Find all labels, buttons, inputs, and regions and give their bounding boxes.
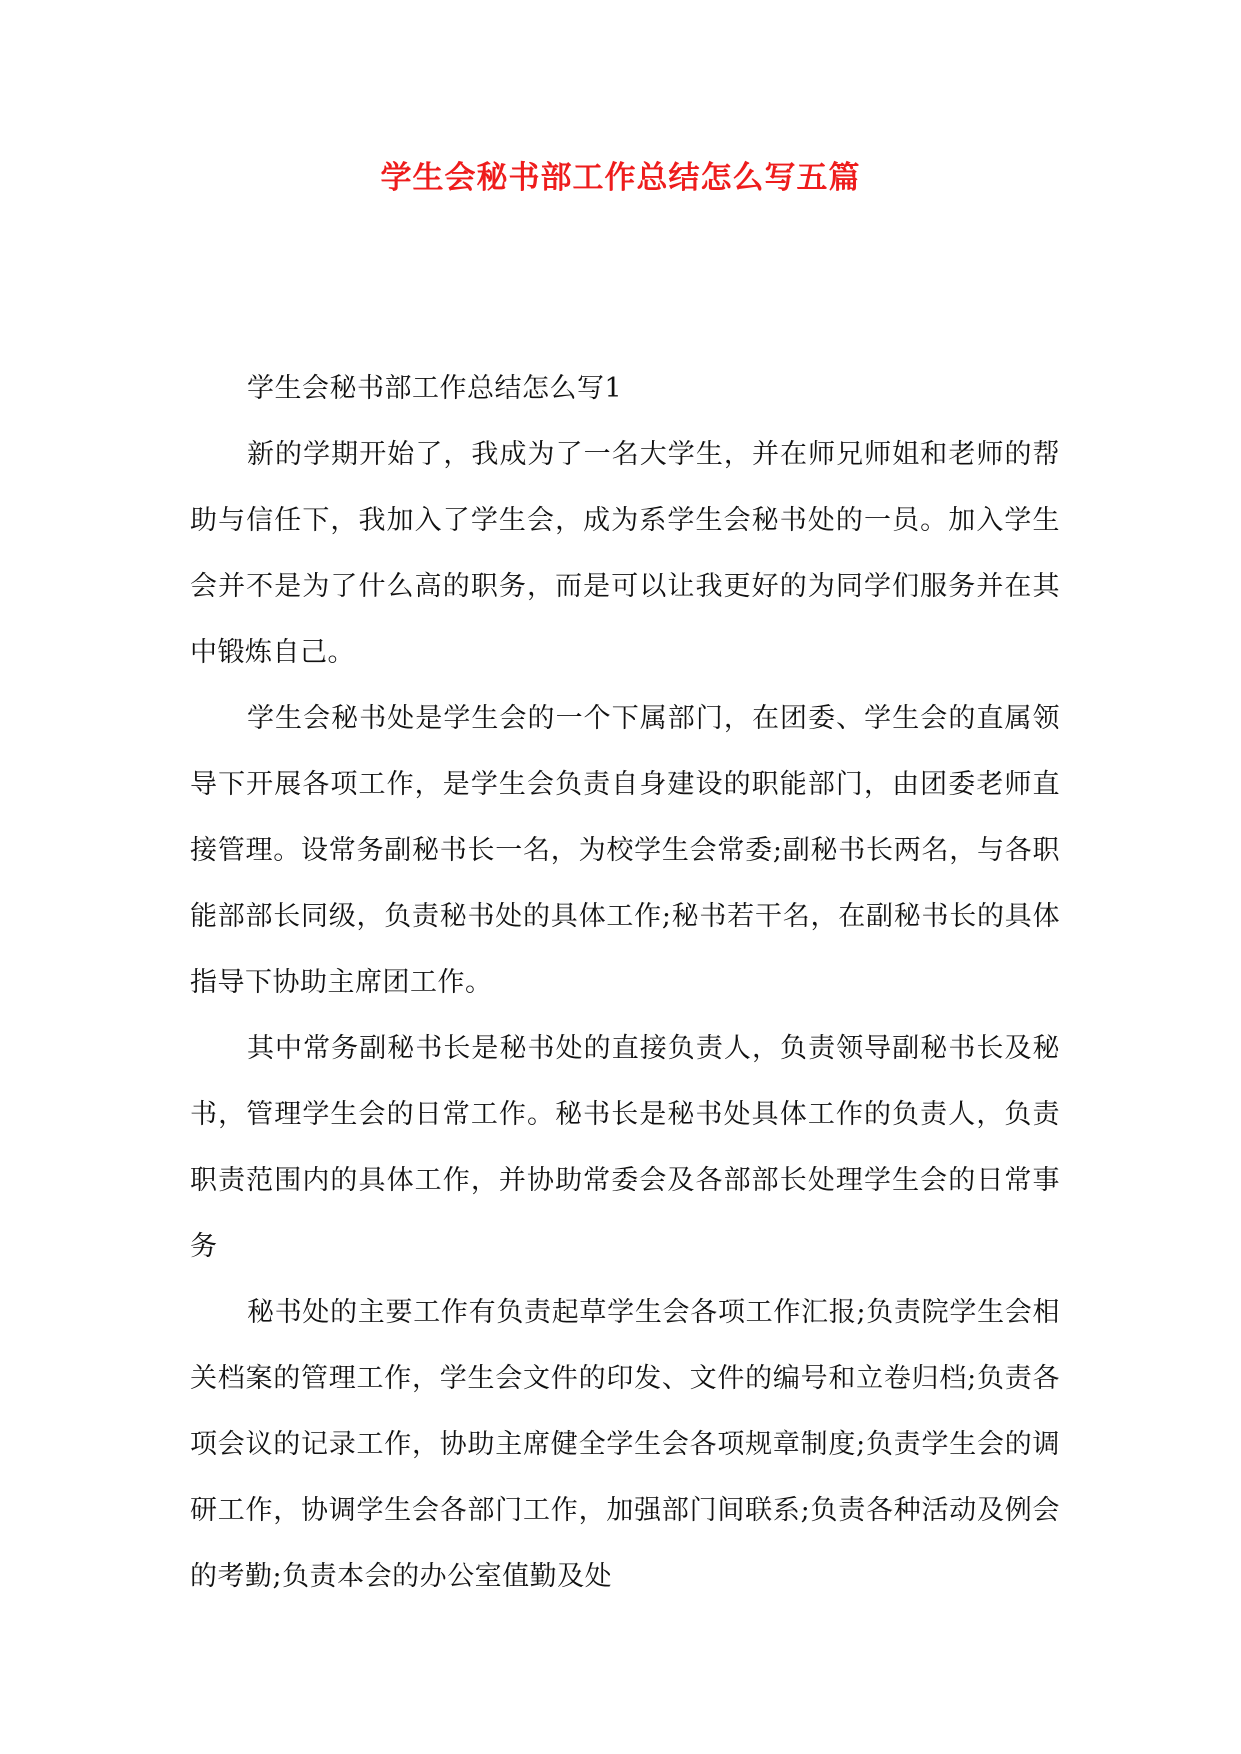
paragraph-2: 学生会秘书处是学生会的一个下属部门，在团委、学生会的直属领导下开展各项工作，是学生会负责自身建设的职能部门，由团委老师直接管理。设常务副秘书长一名，为校学生会常委;副秘书长两名，与各职能部部长同级，负责秘书处的具体工作;秘书若干名，在副秘书长的具体指导下协助主席团工作。 xyxy=(190,703,1060,998)
document-title: 学生会秘书部工作总结怎么写五篇 xyxy=(380,160,861,196)
paragraph-4: 秘书处的主要工作有负责起草学生会各项工作汇报;负责院学生会相关档案的管理工作，学生会文件的印发、文件的编号和立卷归档;负责各项会议的记录工作，协助主席健全学生会各项规章制度;负责学生会的调研工作，协调学生会各部门工作，加强部门间联系;负责各种活动及例会的考勤;负责本会的办公室值勤及处 xyxy=(190,1297,1060,1592)
section-heading: 学生会秘书部工作总结怎么写1 xyxy=(247,373,623,404)
document-body xyxy=(190,356,1060,1610)
paragraph-1: 新的学期开始了，我成为了一名大学生，并在师兄师姐和老师的帮助与信任下，我加入了学生会，成为系学生会秘书处的一员。加入学生会并不是为了什么高的职务，而是可以让我更好的为同学们服务并在其中锻炼自己。 xyxy=(190,439,1060,668)
paragraph-3: 其中常务副秘书长是秘书处的直接负责人，负责领导副秘书长及秘书，管理学生会的日常工作。秘书长是秘书处具体工作的负责人，负责职责范围内的具体工作，并协助常委会及各部部长处理学生会的日常事务 xyxy=(190,1033,1060,1262)
